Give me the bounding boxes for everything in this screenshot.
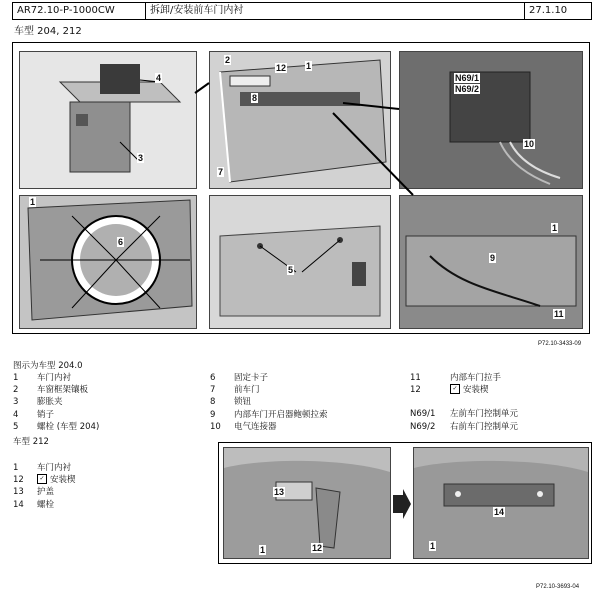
legend-col-3 (410, 372, 518, 433)
legend-item: 12 ✓ 安装楔 (13, 475, 76, 486)
arrow-right-icon (391, 489, 411, 519)
callout-7: 7 (218, 167, 224, 177)
legend-item: 13 护盖 (13, 487, 55, 498)
panel-clip (19, 51, 197, 189)
callout-5: 5 (288, 265, 294, 275)
callout-4: 4 (156, 73, 162, 83)
figure-2-ref: P72.10-3693-04 (536, 584, 580, 590)
legend-item: 3 膨胀夹 (13, 397, 63, 408)
trim-back-illustration (20, 196, 196, 328)
panel-screws-212 (413, 447, 589, 559)
legend-item: 1 车门内衬 (13, 373, 72, 383)
screws-212-illustration (414, 448, 588, 558)
legend-item: 8 锁钮 (210, 397, 252, 408)
legend-item: 2 车窗框架镶板 (13, 385, 89, 396)
legend-col-2 (210, 372, 328, 433)
callout-1b: 1 (30, 197, 36, 207)
wedge-tool-icon: ✓ (450, 384, 460, 394)
legend-item: 6 固定卡子 (210, 373, 269, 383)
legend-col-1 (13, 372, 99, 433)
cover-illustration (224, 448, 390, 558)
panel-trim-back (19, 195, 197, 329)
callout-10: 10 (524, 139, 535, 149)
callout-1-fig2: 1 (260, 545, 266, 555)
callout-13: 13 (274, 487, 285, 497)
legend-heading-204: 图示为车型 204.0 (13, 361, 83, 371)
figure-1 (12, 42, 590, 334)
doc-title: 拆卸/安装前车门内衬 (146, 3, 525, 19)
legend-item: 14 螺栓 (13, 499, 55, 510)
legend-item: 1 车门内衬 (13, 463, 72, 473)
callout-1: 1 (306, 61, 312, 71)
model-line: 车型 204, 212 (14, 26, 82, 37)
legend-item: N69/1 左前车门控制单元 (410, 409, 519, 420)
callout-9: 9 (490, 253, 496, 263)
document-header (12, 2, 592, 20)
panel-door-trim (209, 51, 391, 189)
legend-item: 7 前车门 (210, 385, 260, 396)
legend-heading-212: 车型 212 (13, 437, 49, 447)
legend-212 (13, 462, 76, 511)
callout-2: 2 (225, 55, 231, 65)
callout-12: 12 (276, 63, 287, 73)
legend-item: 4 销子 (13, 409, 55, 420)
legend-item: 12 ✓ 安装楔 (410, 385, 489, 396)
clip-illustration (20, 52, 196, 188)
screws-illustration (210, 196, 390, 328)
panel-cover (223, 447, 391, 559)
callout-n69-1: N69/1 (455, 73, 480, 83)
legend-item: N69/2 右前车门控制单元 (410, 421, 519, 432)
callout-1b-fig2: 1 (430, 541, 436, 551)
callout-n69-2: N69/2 (455, 84, 480, 94)
doc-date: 27.1.10 (529, 5, 568, 16)
wedge-tool-icon: ✓ (37, 474, 47, 484)
callout-12-fig2: 12 (312, 543, 323, 553)
doc-id: AR72.10-P-1000CW (13, 3, 146, 19)
legend-item: 10 电气连接器 (210, 421, 277, 432)
callout-6: 6 (118, 237, 124, 247)
legend-item: 9 内部车门开启器鲍顿拉索 (210, 409, 328, 420)
callout-11: 11 (554, 309, 564, 319)
legend-item: 11 内部车门拉手 (410, 373, 502, 383)
figure-2 (218, 442, 592, 564)
figure-1-ref: P72.10-3433-09 (538, 341, 582, 347)
panel-screws (209, 195, 391, 329)
callout-1c: 1 (552, 223, 558, 233)
control-unit-illustration (400, 52, 582, 188)
panel-control-unit (399, 51, 583, 189)
callout-14: 14 (494, 507, 505, 517)
callout-3: 3 (138, 153, 144, 163)
door-trim-illustration (210, 52, 390, 188)
legend-item: 5 螺栓 (车型 204) (13, 421, 100, 432)
callout-8: 8 (252, 93, 258, 103)
